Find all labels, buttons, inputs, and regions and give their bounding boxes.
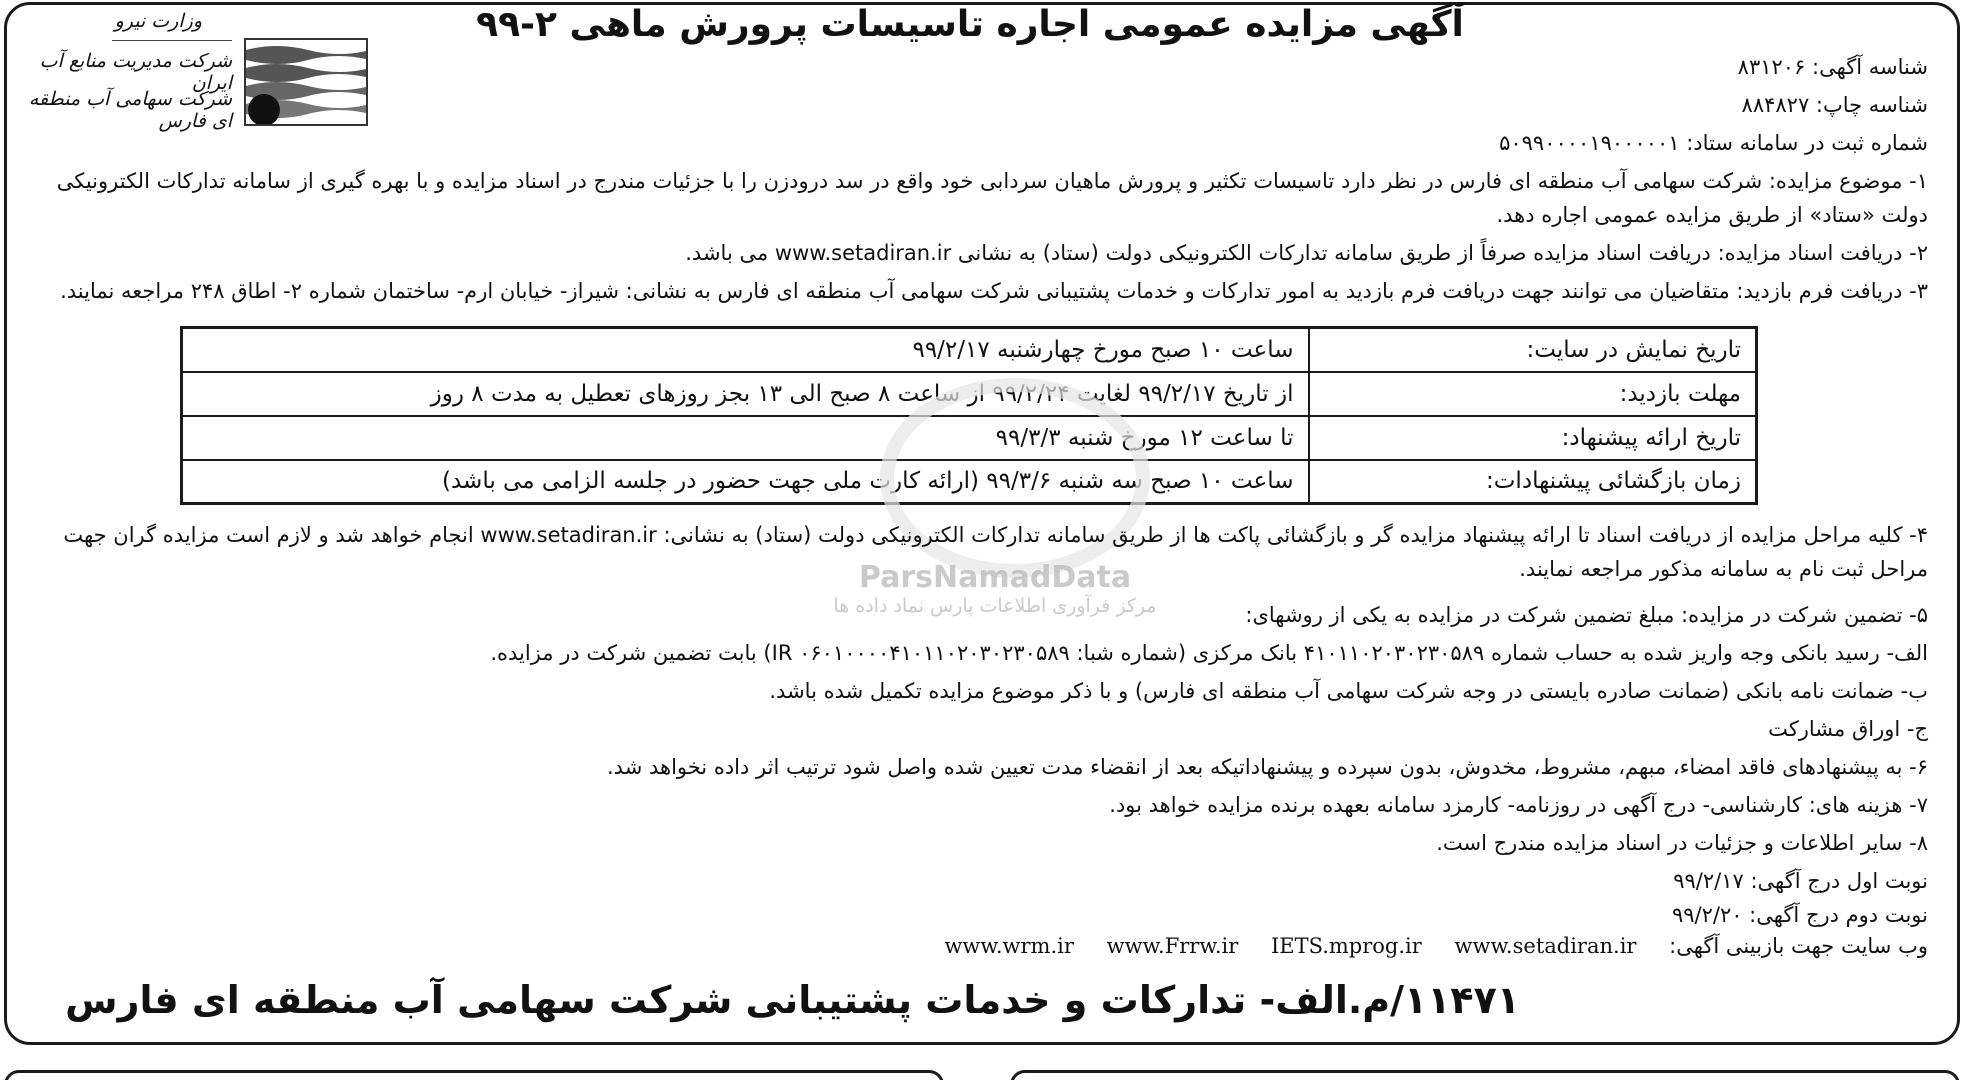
website-link[interactable]: IETS.mprog.ir: [1270, 934, 1422, 958]
logo-rule: [112, 40, 232, 41]
notice-id: شناسه آگهی: ۸۳۱۲۰۶: [1737, 55, 1928, 79]
schedule-label: تاریخ ارائه پیشنهاد:: [1309, 416, 1757, 460]
websites-label: وب سایت جهت بازبینی آگهی:: [1669, 934, 1928, 958]
first-publication-date: نوبت اول درج آگهی: ۹۹/۲/۱۷: [1673, 869, 1928, 893]
item-2-documents: ۲- دریافت اسناد مزایده: دریافت اسناد مزایده صرفاً از طریق سامانه تدارکات الکترونیکی دولت (ستاد) به نشانی www.setadiran.ir می باشد.: [685, 241, 1928, 265]
item-5b-bank-guarantee: ب- ضمانت نامه بانکی (ضمانت صادره بایستی در وجه شرکت سهامی آب منطقه ای فارس) و با ذکر موضوع مزایده تکمیل شده باشد.: [769, 679, 1928, 703]
second-publication-date: نوبت دوم درج آگهی: ۹۹/۲/۲۰: [1671, 903, 1928, 927]
item-3-visit-form: ۳- دریافت فرم بازدید: متقاضیان می توانند جهت دریافت فرم بازدید به امور تدارکات و خدمات پشتیبانی شرکت سهامی آب منطقه ای فارس به نشانی: شیراز- خیابان ارم- ساختمان شماره ۲- اطاق ۲۴۸ مراجعه نمایند.: [60, 279, 1928, 303]
notice-title: آگهی مزایده عمومی اجاره تاسیسات پرورش ماهی ۲-۹۹: [476, 4, 1464, 45]
schedule-label: تاریخ نمایش در سایت:: [1309, 328, 1757, 372]
item-1-auction-subject: ۱- موضوع مزایده: شرکت سهامی آب منطقه ای فارس در نظر دارد تاسیسات تکثیر و پرورش ماهیان سردابی خود واقع در سد درودزن را با جزئیات مندرج در اسناد مزایده و با بهره گیری از سامانه تدارکات الکترونیکی دولت «ستاد» از طریق مزایده عمومی اجاره دهد.: [56, 169, 1928, 227]
logo-line-ministry: وزارت نیرو: [114, 10, 202, 32]
watermark-subtitle: مرکز فرآوری اطلاعات پارس نماد داده ها: [833, 595, 1157, 617]
item-5a-bank-receipt: الف- رسید بانکی وجه واریز شده به حساب شماره ۴۱۰۱۱۰۲۰۳۰۲۳۰۵۸۹ بانک مرکزی (شماره شبا: IR ۰۶۰۱۰۰۰۰۴۱۰۱۱۰۲۰۳۰۲۳۰۵۸۹) بابت تضمین شرکت در مزایده.: [490, 641, 1928, 665]
schedule-value: ساعت ۱۰ صبح مورخ چهارشنبه ۹۹/۲/۱۷: [182, 328, 1309, 372]
schedule-value: از تاریخ ۹۹/۲/۱۷ لغایت ۹۹/۲/۲۴ از ساعت ۸ صبح الی ۱۳ بجز روزهای تعطیل به مدت ۸ روز: [182, 372, 1309, 416]
website-link[interactable]: www.Frrw.ir: [1106, 934, 1239, 958]
watermark-brand: ParsNamadData: [858, 560, 1132, 595]
item-4-stages: ۴- کلیه مراحل مزایده از دریافت اسناد تا ارائه پیشنهاد مزایده گر و بازگشائی پاکت ها از طریق سامانه تدارکات الکترونیکی دولت (ستاد) به نشانی: www.setadiran.ir انجام خواهد شد و لازم است مزایده گران جهت مراحل ثبت نام به سامانه مذکور مراجعه نمایند.: [63, 523, 1928, 581]
websites-line: [918, 934, 1928, 958]
water-wave-logo-icon: [244, 38, 368, 126]
item-6-rejection: ۶- به پیشنهادهای فاقد امضاء، مبهم، مشروط، مخدوش، بدون سپرده و پیشنهاداتیکه بعد از انقضاء مدت تعیین شده واصل شود ترتیب اثر داده نخواهد شد.: [607, 755, 1928, 779]
next-notice-frame-left: [4, 1070, 944, 1080]
setad-registration-number: شماره ثبت در سامانه ستاد: ۵۰۹۹۰۰۰۰۱۹۰۰۰۰۰۱: [1499, 131, 1928, 155]
schedule-label: زمان بازگشائی پیشنهادات:: [1309, 460, 1757, 504]
item-5-guarantee: ۵- تضمین شرکت در مزایده: مبلغ تضمین شرکت در مزایده به یکی از روشهای:: [1245, 603, 1928, 627]
website-link[interactable]: www.setadiran.ir: [1454, 934, 1637, 958]
table-row: [182, 328, 1757, 372]
item-8-other-info: ۸- سایر اطلاعات و جزئیات در اسناد مزایده مندرج است.: [1436, 831, 1928, 855]
schedule-value: ساعت ۱۰ صبح سه شنبه ۹۹/۳/۶ (ارائه کارت ملی جهت حضور در جلسه الزامی می باشد): [182, 460, 1309, 504]
organization-logo: [22, 6, 372, 132]
schedule-value: تا ساعت ۱۲ مورخ شنبه ۹۹/۳/۳: [182, 416, 1309, 460]
item-5c-bonds: ج- اوراق مشارکت: [1768, 717, 1928, 741]
logo-line-company: شرکت مدیریت منابع آب ایران: [39, 50, 232, 94]
footer-signature: ۱۱۴۷۱/م.الف- تدارکات و خدمات پشتیبانی شرکت سهامی آب منطقه ای فارس: [65, 978, 1520, 1022]
website-link[interactable]: www.wrm.ir: [944, 934, 1074, 958]
item-7-costs: ۷- هزینه های: کارشناسی- درج آگهی در روزنامه- کارمزد سامانه بعهده برنده مزایده خواهد بود.: [1109, 793, 1928, 817]
schedule-label: مهلت بازدید:: [1309, 372, 1757, 416]
next-notice-frame-right: [1010, 1070, 1960, 1080]
print-id: شناسه چاپ: ۸۸۴۸۲۷: [1741, 93, 1928, 117]
logo-line-regional: شرکت سهامی آب منطقه ای فارس: [28, 88, 232, 132]
